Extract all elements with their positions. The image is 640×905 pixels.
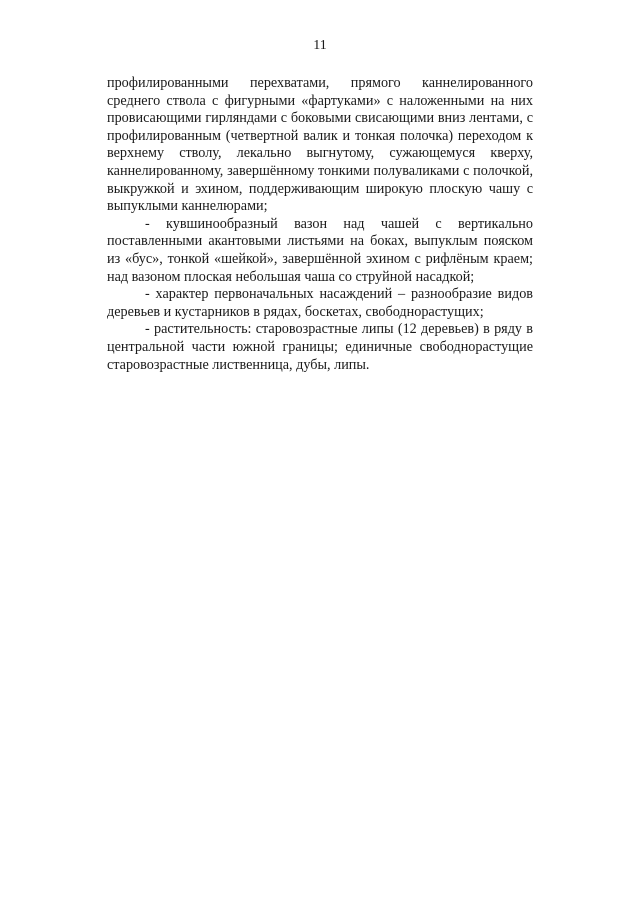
page-number: 11 <box>313 38 327 53</box>
paragraph-vegetation: - растительность: старовозрастные липы (12 деревьев) в ряду в центральной части южной границы; единичные свободнорастущие старовозрастные лиственница, дубы, липы. <box>107 321 533 373</box>
paragraph-continuation: профилированными перехватами, прямого каннелированного среднего ствола с фигурными «фартуками» с наложенными на них провисающими гирляндами с боковыми свисающими вниз лентами, с профилированным (четвертной валик и тонкая полочка) переходом к верхнему стволу, лекально выгнутому, сужающемуся кверху, каннелированному, завершённому тонкими полуваликами с полочкой, выкружкой и эхином, поддерживающим широкую плоскую чашу с выпуклыми каннелюрами; <box>107 75 533 215</box>
body-text <box>107 75 533 374</box>
paragraph-plantings: - характер первоначальных насаждений – разнообразие видов деревьев и кустарников в рядах, боскетах, свободнорастущих; <box>107 286 533 320</box>
paragraph-vase: - кувшинообразный вазон над чашей с вертикально поставленными акантовыми листьями на боках, выпуклым пояском из «бус», тонкой «шейкой», завершённой эхином с рифлёным краем; над вазоном плоская небольшая чаша со струйной насадкой; <box>107 215 533 285</box>
